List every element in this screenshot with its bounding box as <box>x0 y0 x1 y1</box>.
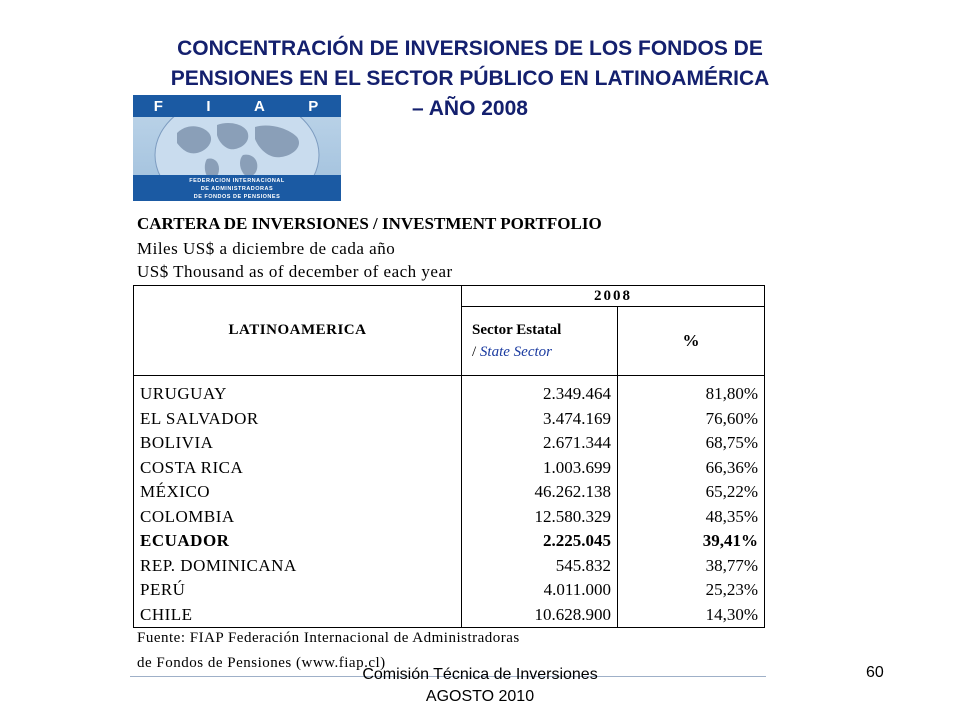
footer-line: AGOSTO 2010 <box>425 688 535 705</box>
slide-title-line: – AÑO 2008 <box>412 97 528 120</box>
slide-footer <box>320 664 640 708</box>
table-row <box>134 578 765 603</box>
column-header-region: LATINOAMERICA <box>134 286 462 376</box>
amount-cell: 1.003.699 <box>462 456 618 481</box>
logo-caption-line: DE FONDOS DE PENSIONES <box>193 194 281 200</box>
slide-title-line: CONCENTRACIÓN DE INVERSIONES DE LOS FONDOS DE <box>177 37 763 60</box>
table-row <box>134 376 765 407</box>
country-cell: PERÚ <box>134 578 462 603</box>
slide-title-line: PENSIONES EN EL SECTOR PÚBLICO EN LATINOAMÉRICA <box>170 67 770 90</box>
country-cell: COLOMBIA <box>134 505 462 530</box>
country-cell: URUGUAY <box>134 376 462 407</box>
table-row <box>134 431 765 456</box>
logo-letter: I <box>206 97 213 115</box>
table-row <box>134 505 765 530</box>
amount-cell: 46.262.138 <box>462 480 618 505</box>
amount-cell: 3.474.169 <box>462 407 618 432</box>
country-cell: REP. DOMINICANA <box>134 554 462 579</box>
percent-cell: 14,30% <box>618 603 765 628</box>
sector-label-en: State Sector <box>479 344 552 360</box>
amount-cell: 545.832 <box>462 554 618 579</box>
percent-cell: 81,80% <box>618 376 765 407</box>
sector-label-es: Sector Estatal <box>472 322 562 338</box>
column-header-percent: % <box>618 307 765 376</box>
sector-label-separator: / <box>472 344 480 360</box>
fiap-logo <box>133 95 341 201</box>
logo-caption-band <box>133 175 341 201</box>
table-subheading-es: Miles US$ a diciembre de cada año <box>137 239 396 258</box>
percent-cell: 48,35% <box>618 505 765 530</box>
page-number: 60 <box>866 664 884 681</box>
footer-line: Comisión Técnica de Inversiones <box>362 666 598 683</box>
table-row <box>134 456 765 481</box>
percent-cell: 39,41% <box>618 529 765 554</box>
country-cell: BOLIVIA <box>134 431 462 456</box>
logo-letter: F <box>153 97 165 115</box>
source-note: de Fondos de Pensiones (www.fiap.cl) <box>137 655 386 671</box>
logo-letter: A <box>253 97 267 115</box>
percent-cell: 65,22% <box>618 480 765 505</box>
amount-cell: 4.011.000 <box>462 578 618 603</box>
column-header-sector <box>462 307 618 376</box>
amount-cell: 2.225.045 <box>462 529 618 554</box>
logo-letter-band <box>133 95 341 117</box>
country-cell: MÉXICO <box>134 480 462 505</box>
amount-cell: 2.671.344 <box>462 431 618 456</box>
amount-cell: 2.349.464 <box>462 376 618 407</box>
table-row <box>134 480 765 505</box>
table-row <box>134 529 765 554</box>
percent-cell: 38,77% <box>618 554 765 579</box>
country-cell: ECUADOR <box>134 529 462 554</box>
portfolio-table <box>133 285 765 628</box>
table-heading: CARTERA DE INVERSIONES / INVESTMENT PORTFOLIO <box>137 214 602 233</box>
country-cell: CHILE <box>134 603 462 628</box>
logo-caption-line: DE ADMINISTRADORAS <box>200 186 274 192</box>
table-row <box>134 554 765 579</box>
column-header-year: 2008 <box>462 286 765 307</box>
country-cell: COSTA RICA <box>134 456 462 481</box>
percent-cell: 68,75% <box>618 431 765 456</box>
table-subheading-en: US$ Thousand as of december of each year <box>137 262 453 281</box>
amount-cell: 10.628.900 <box>462 603 618 628</box>
table-row <box>134 407 765 432</box>
table-header-row <box>134 286 765 307</box>
source-note: Fuente: FIAP Federación Internacional de Administradoras <box>137 630 520 646</box>
percent-cell: 66,36% <box>618 456 765 481</box>
country-cell: EL SALVADOR <box>134 407 462 432</box>
logo-letter: P <box>308 97 321 115</box>
amount-cell: 12.580.329 <box>462 505 618 530</box>
percent-cell: 25,23% <box>618 578 765 603</box>
percent-cell: 76,60% <box>618 407 765 432</box>
table-row <box>134 603 765 628</box>
logo-caption-line: FEDERACION INTERNACIONAL <box>189 178 285 184</box>
